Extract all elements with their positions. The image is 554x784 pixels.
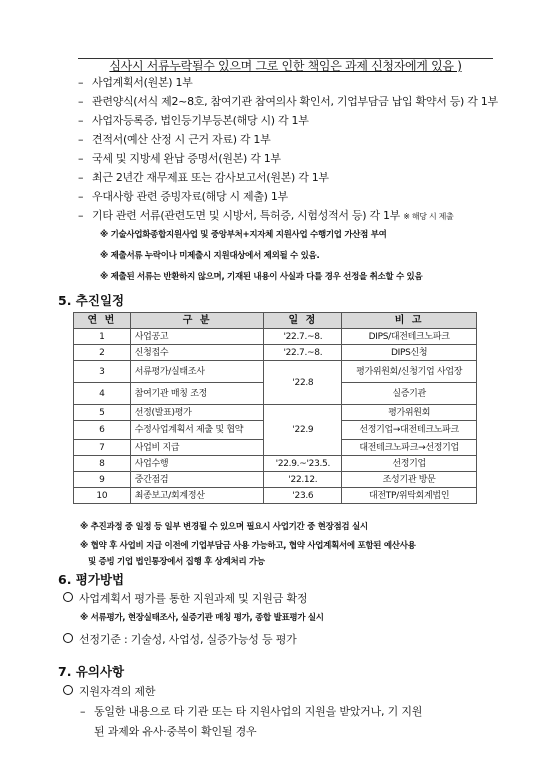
- cell-no: 2: [74, 345, 131, 361]
- section-5-title: 5. 추진일정: [58, 293, 125, 308]
- doc-list-item: – 기타 관련 서류(관련도면 및 시방서, 특허증, 시험성적서 등) 각 1부 ※ 해당 시 제출: [78, 209, 454, 222]
- cell-no: 4: [74, 383, 131, 405]
- cell-note: 대전테크노파크→선정기업: [342, 440, 477, 456]
- cell-item: 사업비 지급: [130, 440, 264, 456]
- cell-note: 선정기업→대전테크노파크: [342, 421, 477, 440]
- cell-note: 평가위원회: [342, 405, 477, 421]
- doc-list-item: – 사업계획서(원본) 1부: [78, 76, 193, 89]
- cell-item: 수정사업계획서 제출 및 협약: [130, 421, 264, 440]
- cell-item: 사업수행: [130, 456, 264, 472]
- circle-bullet-icon: [63, 633, 73, 643]
- cell-item: 선정(발표)평가: [130, 405, 264, 421]
- cell-date: '22.9.~'23.5.: [264, 456, 342, 472]
- table-row: [74, 488, 477, 504]
- eval-item-2: 선정기준 : 기술성, 사업성, 실증가능성 등 평가: [63, 631, 297, 647]
- cell-no: 10: [74, 488, 131, 504]
- eval-item-1: 사업계획서 평가를 통한 지원과제 및 지원금 확정: [63, 590, 307, 606]
- cell-no: 3: [74, 361, 131, 383]
- note-eval-process: ※ 서류평가, 현장실태조사, 실증기관 매칭 평가, 종합 발표평가 실시: [80, 613, 324, 623]
- cell-note: 조성기관 방문: [342, 472, 477, 488]
- table-row: [74, 361, 477, 383]
- doc-list-item: – 사업자등록증, 법인등기부등본(해당 시) 각 1부: [78, 114, 309, 127]
- cell-no: 5: [74, 405, 131, 421]
- section-6-title: 6. 평가방법: [58, 572, 125, 587]
- cell-item: 참여기관 매칭 조정: [130, 383, 264, 405]
- cell-note: 실증기관: [342, 383, 477, 405]
- col-header-no: 연 번: [74, 313, 131, 329]
- cell-no: 7: [74, 440, 131, 456]
- cell-date: '22.7.~8.: [264, 345, 342, 361]
- circle-bullet-icon: [63, 685, 73, 695]
- schedule-table: [73, 312, 477, 504]
- col-header-date: 일 정: [264, 313, 342, 329]
- cell-item: 서류평가/실태조사: [130, 361, 264, 383]
- cell-date: '23.6: [264, 488, 342, 504]
- caution-item-1: 지원자격의 제한: [63, 683, 155, 699]
- cell-item: 최종보고/회계정산: [130, 488, 264, 504]
- note-budget-usage-cont: 및 증빙 기업 법인통장에서 집행 후 상계처리 가능: [88, 557, 265, 567]
- note-bonus: ※ 기술사업화종합지원사업 및 중앙부처+지자체 지원사업 수행기업 가산점 부여: [100, 230, 387, 240]
- cell-note: DIPS신청: [342, 345, 477, 361]
- doc-list-item: – 견적서(예산 산정 시 근거 자료) 각 1부: [78, 133, 271, 146]
- col-header-item: 구 분: [130, 313, 264, 329]
- caution-sub-1-cont: 된 과제와 유사·중복이 확인될 경우: [94, 725, 257, 738]
- note-schedule-change: ※ 추진과정 중 일정 등 일부 변경될 수 있으며 필요시 사업기간 중 현장점검 실시: [80, 522, 368, 532]
- caution-sub-1: – 동일한 내용으로 타 기관 또는 타 지원사업의 지원을 받았거나, 기 지원: [80, 705, 423, 718]
- table-row: [74, 456, 477, 472]
- note-missing: ※ 제출서류 누락이나 미제출시 지원대상에서 제외될 수 있음.: [100, 251, 320, 261]
- cell-date: '22.12.: [264, 472, 342, 488]
- cell-note: 선정기업: [342, 456, 477, 472]
- cell-date: '22.7.~8.: [264, 329, 342, 345]
- cell-date-merged: '22.9: [264, 405, 342, 456]
- table-row: [74, 405, 477, 421]
- note-no-return: ※ 제출된 서류는 반환하지 않으며, 기재된 내용이 사실과 다를 경우 선정을 취소할 수 있음: [100, 272, 423, 282]
- section-7-title: 7. 유의사항: [58, 664, 125, 679]
- note-budget-usage: ※ 협약 후 사업비 지급 이전에 기업부담금 사용 가능하고, 협약 사업계획서에 포함된 예산사용: [80, 541, 416, 551]
- doc-list-footnote: ※ 해당 시 제출: [403, 212, 454, 221]
- cell-no: 6: [74, 421, 131, 440]
- doc-list-item: – 국세 및 지방세 완납 증명서(원본) 각 1부: [78, 152, 281, 165]
- table-row: [74, 472, 477, 488]
- notice-line: 심사시 서류누락될수 있으며 그로 인한 책임은 과제 신청자에게 있음 ): [109, 59, 462, 73]
- cell-note: 평가위원회/신청기업 사업장: [342, 361, 477, 383]
- doc-list-item: – 최근 2년간 재무제표 또는 감사보고서(원본) 각 1부: [78, 171, 329, 184]
- cell-item: 신청접수: [130, 345, 264, 361]
- cell-no: 1: [74, 329, 131, 345]
- cell-note: DIPS/대전테크노파크: [342, 329, 477, 345]
- doc-list-item: – 관련양식(서식 제2~8호, 참여기관 참여의사 확인서, 기업부담금 납입 확약서 등) 각 1부: [78, 95, 498, 108]
- table-header-row: [74, 313, 477, 329]
- table-row: [74, 329, 477, 345]
- circle-bullet-icon: [63, 592, 73, 602]
- cell-no: 9: [74, 472, 131, 488]
- col-header-note: 비 고: [342, 313, 477, 329]
- cell-note: 대전TP/위탁회계법인: [342, 488, 477, 504]
- cell-date-merged: '22.8: [264, 361, 342, 405]
- doc-list-item: – 우대사항 관련 증빙자료(해당 시 제출) 1부: [78, 190, 288, 203]
- cell-item: 중간점검: [130, 472, 264, 488]
- cell-no: 8: [74, 456, 131, 472]
- cell-item: 사업공고: [130, 329, 264, 345]
- table-row: [74, 345, 477, 361]
